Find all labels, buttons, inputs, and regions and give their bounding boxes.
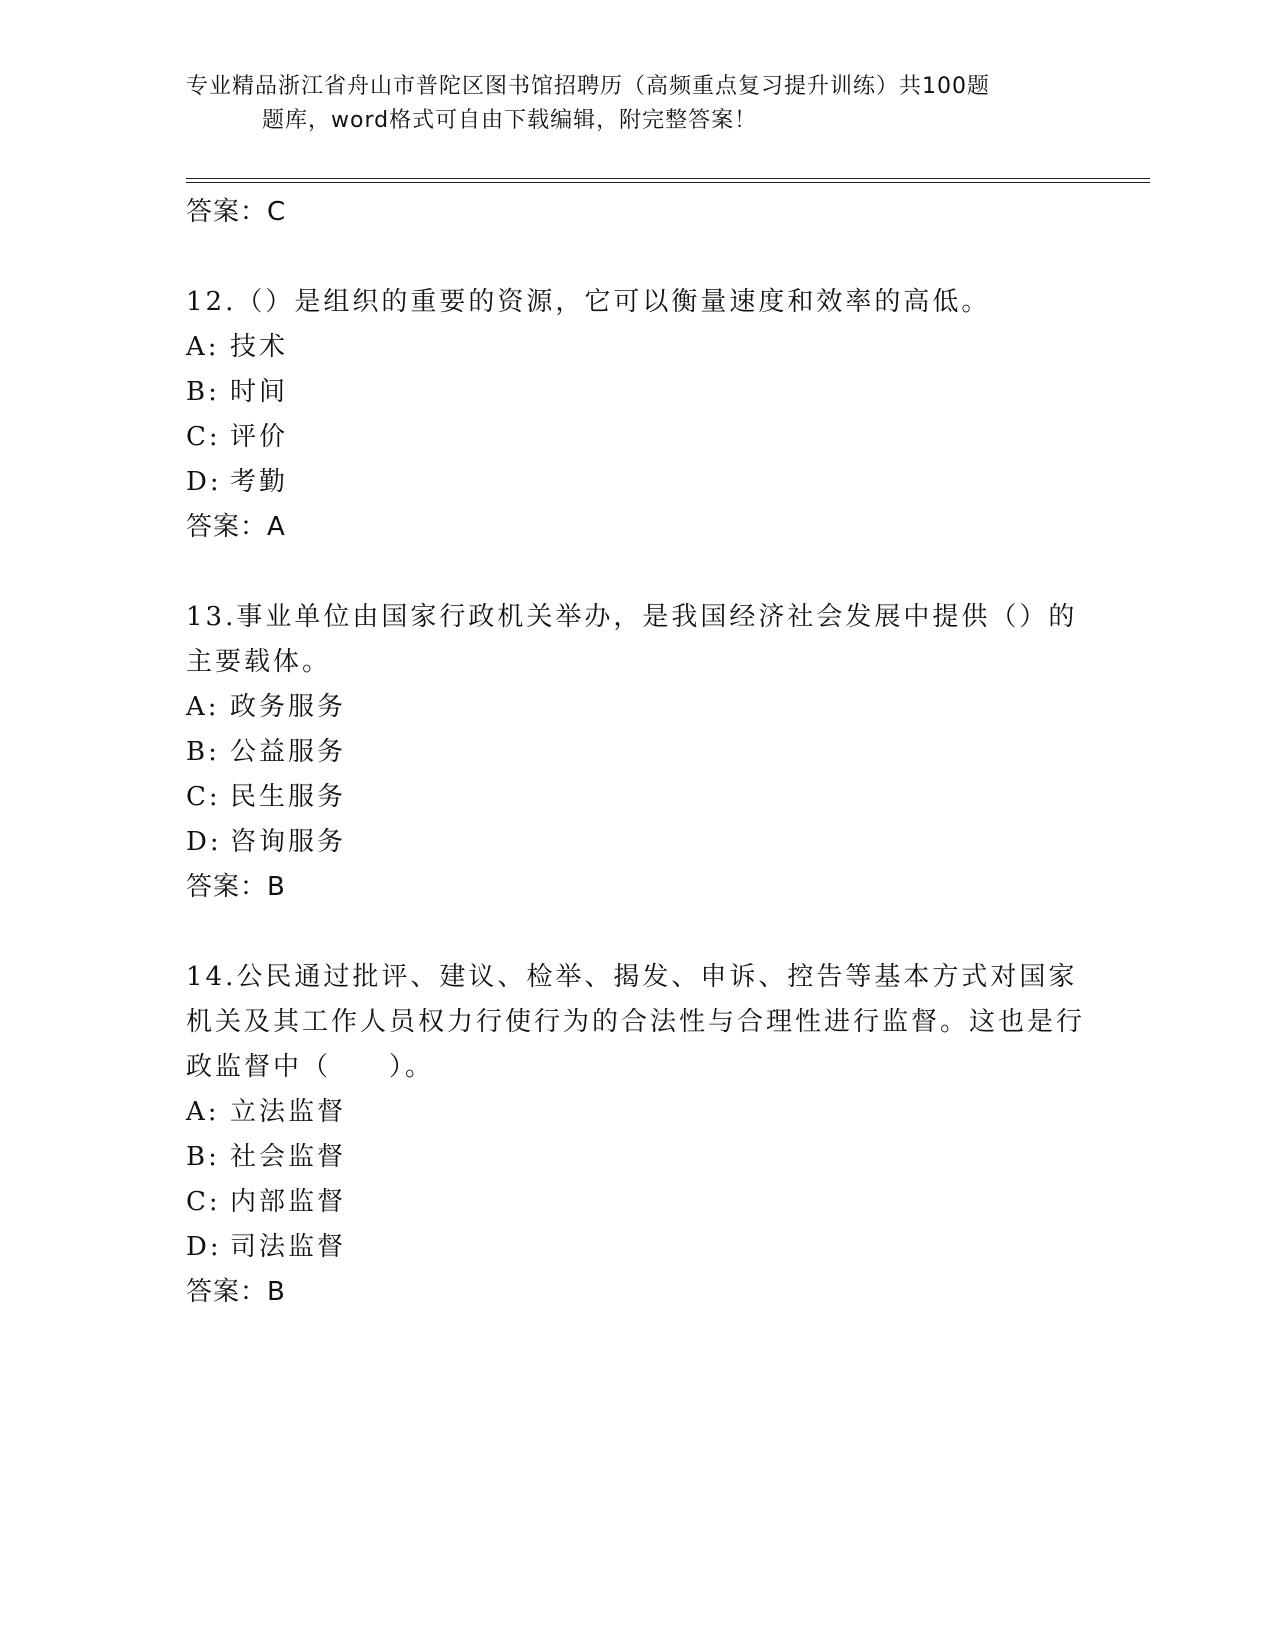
- option-a: [186, 325, 1086, 370]
- question-14: [186, 955, 1086, 1314]
- option-text: 考勤: [230, 467, 289, 497]
- question-13: [186, 595, 1086, 909]
- question-text: 12.（）是组织的重要的资源，它可以衡量速度和效率的高低。: [186, 287, 991, 317]
- option-c: [186, 1180, 1086, 1225]
- option-text: 政务服务: [230, 692, 347, 722]
- option-key: B:: [186, 1142, 220, 1172]
- option-key: C:: [186, 1187, 221, 1217]
- header-title-line-1: 专业精品浙江省舟山市普陀区图书馆招聘历（高频重点复习提升训练）共100题: [186, 74, 990, 99]
- option-key: A:: [186, 1097, 220, 1127]
- option-key: C:: [186, 782, 221, 812]
- option-text: 技术: [230, 332, 289, 362]
- answer-line: 答案：A: [186, 512, 286, 542]
- option-b: [186, 1135, 1086, 1180]
- question-text: 14.公民通过批评、建议、检举、揭发、申诉、控告等基本方式对国家机关及其工作人员权力行使行为的合法性与合理性进行监督。这也是行政监督中（ ）。: [186, 962, 1086, 1082]
- option-key: A:: [186, 332, 220, 362]
- option-text: 社会监督: [230, 1142, 347, 1172]
- option-text: 民生服务: [230, 782, 347, 812]
- option-d: [186, 1225, 1086, 1270]
- option-text: 司法监督: [230, 1232, 347, 1262]
- answer-line-previous: 答案：C: [186, 197, 287, 227]
- document-body: [186, 190, 1086, 1314]
- option-key: D:: [186, 467, 222, 497]
- option-b: [186, 730, 1086, 775]
- option-key: B:: [186, 377, 220, 407]
- document-header: [186, 70, 1066, 138]
- question-12: [186, 280, 1086, 549]
- header-title-line-2: 题库，word格式可自由下载编辑，附完整答案！: [262, 108, 758, 133]
- option-b: [186, 370, 1086, 415]
- option-key: D:: [186, 1232, 222, 1262]
- option-key: A:: [186, 692, 220, 722]
- option-key: C:: [186, 422, 221, 452]
- header-divider-top: [186, 178, 1150, 179]
- option-text: 立法监督: [230, 1097, 347, 1127]
- option-c: [186, 415, 1086, 460]
- option-text: 咨询服务: [230, 827, 347, 857]
- option-text: 公益服务: [230, 737, 347, 767]
- option-a: [186, 1090, 1086, 1135]
- option-key: D:: [186, 827, 222, 857]
- question-text: 13.事业单位由国家行政机关举办，是我国经济社会发展中提供（）的主要载体。: [186, 602, 1078, 677]
- option-d: [186, 820, 1086, 865]
- answer-line: 答案：B: [186, 1277, 286, 1307]
- option-key: B:: [186, 737, 220, 767]
- option-text: 评价: [230, 422, 289, 452]
- header-divider-bottom: [186, 182, 1150, 183]
- option-c: [186, 775, 1086, 820]
- option-a: [186, 685, 1086, 730]
- answer-line: 答案：B: [186, 872, 286, 902]
- option-text: 时间: [230, 377, 289, 407]
- option-text: 内部监督: [230, 1187, 347, 1217]
- option-d: [186, 460, 1086, 505]
